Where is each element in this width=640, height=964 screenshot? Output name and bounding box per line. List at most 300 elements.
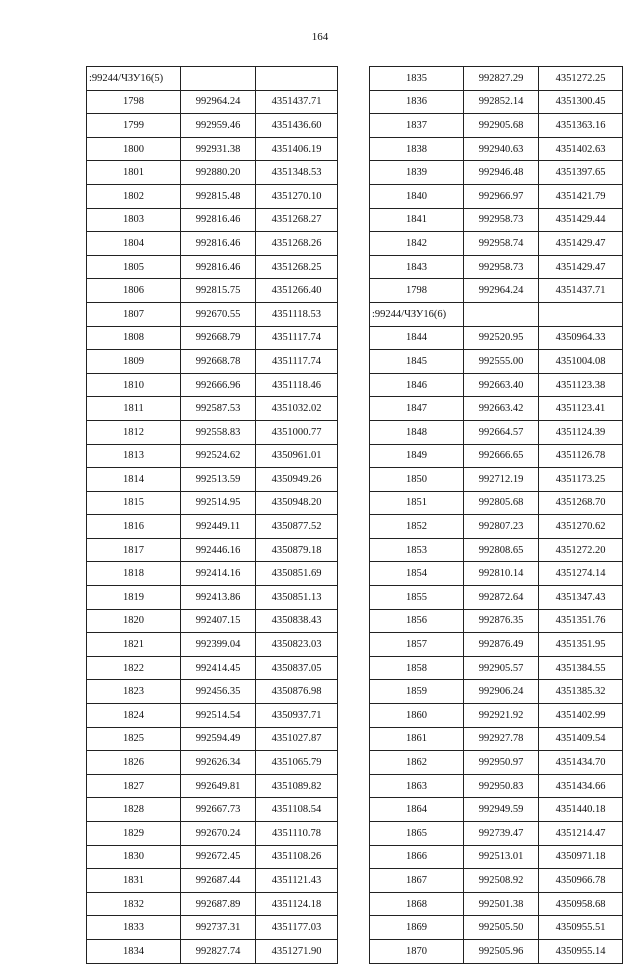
x-coordinate-cell: 992668.79 [181, 326, 256, 350]
coordinate-row [370, 633, 623, 657]
y-coordinate-cell: 4350837.05 [256, 656, 338, 680]
y-coordinate-cell: 4351397.65 [539, 161, 623, 185]
coordinate-row [370, 373, 623, 397]
x-coordinate-cell: 992876.35 [464, 609, 539, 633]
x-coordinate-cell: 992827.29 [464, 67, 539, 91]
coordinate-row [370, 67, 623, 91]
x-coordinate-cell: 992816.46 [181, 208, 256, 232]
coordinate-row [87, 184, 338, 208]
point-number-cell: 1811 [87, 397, 181, 421]
empty-cell [464, 302, 539, 326]
coordinate-row [87, 491, 338, 515]
point-number-cell: 1834 [87, 939, 181, 963]
point-number-cell: 1824 [87, 704, 181, 728]
coordinate-row [87, 326, 338, 350]
x-coordinate-cell: 992737.31 [181, 916, 256, 940]
coordinate-row [370, 751, 623, 775]
coordinate-row [370, 727, 623, 751]
coordinate-row [370, 397, 623, 421]
point-number-cell: 1803 [87, 208, 181, 232]
point-number-cell: 1869 [370, 916, 464, 940]
x-coordinate-cell: 992508.92 [464, 869, 539, 893]
point-number-cell: 1829 [87, 822, 181, 846]
y-coordinate-cell: 4351351.95 [539, 633, 623, 657]
point-number-cell: 1806 [87, 279, 181, 303]
coordinate-row [370, 137, 623, 161]
y-coordinate-cell: 4351027.87 [256, 727, 338, 751]
y-coordinate-cell: 4351214.47 [539, 822, 623, 846]
y-coordinate-cell: 4351110.78 [256, 822, 338, 846]
x-coordinate-cell: 992712.19 [464, 468, 539, 492]
y-coordinate-cell: 4350877.52 [256, 515, 338, 539]
point-number-cell: 1813 [87, 444, 181, 468]
point-number-cell: 1831 [87, 869, 181, 893]
x-coordinate-cell: 992921.92 [464, 704, 539, 728]
point-number-cell: 1849 [370, 444, 464, 468]
y-coordinate-cell: 4350955.14 [539, 939, 623, 963]
coordinate-row [370, 491, 623, 515]
empty-cell [539, 302, 623, 326]
x-coordinate-cell: 992505.96 [464, 939, 539, 963]
y-coordinate-cell: 4351108.54 [256, 798, 338, 822]
x-coordinate-cell: 992520.95 [464, 326, 539, 350]
y-coordinate-cell: 4351117.74 [256, 326, 338, 350]
point-number-cell: 1848 [370, 420, 464, 444]
x-coordinate-cell: 992649.81 [181, 774, 256, 798]
x-coordinate-cell: 992905.68 [464, 114, 539, 138]
coordinate-row [370, 656, 623, 680]
left-coordinates-table [86, 66, 338, 964]
point-number-cell: 1865 [370, 822, 464, 846]
x-coordinate-cell: 992513.59 [181, 468, 256, 492]
y-coordinate-cell: 4350958.68 [539, 892, 623, 916]
point-number-cell: 1810 [87, 373, 181, 397]
y-coordinate-cell: 4351266.40 [256, 279, 338, 303]
x-coordinate-cell: 992827.74 [181, 939, 256, 963]
y-coordinate-cell: 4351406.19 [256, 137, 338, 161]
y-coordinate-cell: 4350964.33 [539, 326, 623, 350]
coordinate-row [87, 90, 338, 114]
x-coordinate-cell: 992959.46 [181, 114, 256, 138]
x-coordinate-cell: 992664.57 [464, 420, 539, 444]
y-coordinate-cell: 4351440.18 [539, 798, 623, 822]
point-number-cell: 1830 [87, 845, 181, 869]
point-number-cell: 1836 [370, 90, 464, 114]
y-coordinate-cell: 4350948.20 [256, 491, 338, 515]
point-number-cell: 1809 [87, 350, 181, 374]
point-number-cell: 1867 [370, 869, 464, 893]
y-coordinate-cell: 4350876.98 [256, 680, 338, 704]
coordinate-row [87, 774, 338, 798]
x-coordinate-cell: 992940.63 [464, 137, 539, 161]
coordinate-row [87, 397, 338, 421]
empty-cell [256, 67, 338, 91]
point-number-cell: 1818 [87, 562, 181, 586]
y-coordinate-cell: 4351429.44 [539, 208, 623, 232]
coordinate-row [370, 515, 623, 539]
x-coordinate-cell: 992687.89 [181, 892, 256, 916]
y-coordinate-cell: 4351437.71 [539, 279, 623, 303]
x-coordinate-cell: 992876.49 [464, 633, 539, 657]
coordinate-row [370, 468, 623, 492]
coordinate-row [87, 208, 338, 232]
point-number-cell: 1805 [87, 255, 181, 279]
point-number-cell: 1798 [87, 90, 181, 114]
y-coordinate-cell: 4351271.90 [256, 939, 338, 963]
y-coordinate-cell: 4351385.32 [539, 680, 623, 704]
coordinate-row [370, 774, 623, 798]
y-coordinate-cell: 4350971.18 [539, 845, 623, 869]
coordinate-row [87, 892, 338, 916]
coordinate-row [370, 798, 623, 822]
coordinate-row [87, 916, 338, 940]
coordinate-row [87, 114, 338, 138]
x-coordinate-cell: 992880.20 [181, 161, 256, 185]
point-number-cell: 1820 [87, 609, 181, 633]
point-number-cell: 1807 [87, 302, 181, 326]
coordinate-row [370, 845, 623, 869]
y-coordinate-cell: 4351272.20 [539, 538, 623, 562]
coordinate-row [370, 916, 623, 940]
x-coordinate-cell: 992666.65 [464, 444, 539, 468]
point-number-cell: 1842 [370, 232, 464, 256]
y-coordinate-cell: 4351121.43 [256, 869, 338, 893]
coordinate-row [87, 255, 338, 279]
y-coordinate-cell: 4351089.82 [256, 774, 338, 798]
point-number-cell: 1798 [370, 279, 464, 303]
point-number-cell: 1832 [87, 892, 181, 916]
point-number-cell: 1856 [370, 609, 464, 633]
y-coordinate-cell: 4351268.27 [256, 208, 338, 232]
point-number-cell: 1835 [370, 67, 464, 91]
y-coordinate-cell: 4350961.01 [256, 444, 338, 468]
x-coordinate-cell: 992807.23 [464, 515, 539, 539]
point-number-cell: 1857 [370, 633, 464, 657]
x-coordinate-cell: 992555.00 [464, 350, 539, 374]
parcel-label-cell: :99244/ЧЗУ16(5) [87, 67, 181, 91]
point-number-cell: 1825 [87, 727, 181, 751]
point-number-cell: 1860 [370, 704, 464, 728]
x-coordinate-cell: 992514.54 [181, 704, 256, 728]
x-coordinate-cell: 992805.68 [464, 491, 539, 515]
x-coordinate-cell: 992663.42 [464, 397, 539, 421]
coordinate-row [370, 680, 623, 704]
y-coordinate-cell: 4351402.99 [539, 704, 623, 728]
coordinate-row [370, 444, 623, 468]
point-number-cell: 1816 [87, 515, 181, 539]
coordinate-row [370, 255, 623, 279]
coordinate-row [87, 656, 338, 680]
parcel-label-cell: :99244/ЧЗУ16(6) [370, 302, 464, 326]
x-coordinate-cell: 992872.64 [464, 586, 539, 610]
y-coordinate-cell: 4351065.79 [256, 751, 338, 775]
parcel-header-row [87, 67, 338, 91]
point-number-cell: 1828 [87, 798, 181, 822]
coordinate-row [87, 161, 338, 185]
y-coordinate-cell: 4351436.60 [256, 114, 338, 138]
point-number-cell: 1804 [87, 232, 181, 256]
x-coordinate-cell: 992672.45 [181, 845, 256, 869]
x-coordinate-cell: 992949.59 [464, 798, 539, 822]
y-coordinate-cell: 4351434.66 [539, 774, 623, 798]
point-number-cell: 1862 [370, 751, 464, 775]
x-coordinate-cell: 992663.40 [464, 373, 539, 397]
coordinate-row [370, 184, 623, 208]
coordinate-row [370, 586, 623, 610]
coordinate-row [370, 114, 623, 138]
y-coordinate-cell: 4351268.70 [539, 491, 623, 515]
y-coordinate-cell: 4351348.53 [256, 161, 338, 185]
x-coordinate-cell: 992950.97 [464, 751, 539, 775]
y-coordinate-cell: 4351123.38 [539, 373, 623, 397]
x-coordinate-cell: 992815.75 [181, 279, 256, 303]
coordinate-row [370, 326, 623, 350]
point-number-cell: 1833 [87, 916, 181, 940]
point-number-cell: 1841 [370, 208, 464, 232]
coordinate-row [87, 279, 338, 303]
y-coordinate-cell: 4351124.39 [539, 420, 623, 444]
x-coordinate-cell: 992505.50 [464, 916, 539, 940]
x-coordinate-cell: 992958.74 [464, 232, 539, 256]
x-coordinate-cell: 992558.83 [181, 420, 256, 444]
coordinate-row [87, 468, 338, 492]
y-coordinate-cell: 4351409.54 [539, 727, 623, 751]
coordinate-row [87, 373, 338, 397]
y-coordinate-cell: 4351384.55 [539, 656, 623, 680]
y-coordinate-cell: 4350949.26 [256, 468, 338, 492]
coordinate-row [87, 798, 338, 822]
point-number-cell: 1800 [87, 137, 181, 161]
y-coordinate-cell: 4351274.14 [539, 562, 623, 586]
coordinate-row [87, 751, 338, 775]
coordinate-row [87, 562, 338, 586]
y-coordinate-cell: 4351402.63 [539, 137, 623, 161]
x-coordinate-cell: 992815.48 [181, 184, 256, 208]
y-coordinate-cell: 4350879.18 [256, 538, 338, 562]
coordinate-row [87, 586, 338, 610]
right-coordinates-table [369, 66, 623, 964]
x-coordinate-cell: 992524.62 [181, 444, 256, 468]
x-coordinate-cell: 992852.14 [464, 90, 539, 114]
y-coordinate-cell: 4351421.79 [539, 184, 623, 208]
coordinate-row [370, 892, 623, 916]
y-coordinate-cell: 4351177.03 [256, 916, 338, 940]
x-coordinate-cell: 992414.16 [181, 562, 256, 586]
x-coordinate-cell: 992927.78 [464, 727, 539, 751]
coordinate-row [370, 538, 623, 562]
point-number-cell: 1866 [370, 845, 464, 869]
point-number-cell: 1846 [370, 373, 464, 397]
y-coordinate-cell: 4350851.13 [256, 586, 338, 610]
x-coordinate-cell: 992399.04 [181, 633, 256, 657]
point-number-cell: 1863 [370, 774, 464, 798]
x-coordinate-cell: 992626.34 [181, 751, 256, 775]
x-coordinate-cell: 992449.11 [181, 515, 256, 539]
y-coordinate-cell: 4351118.46 [256, 373, 338, 397]
y-coordinate-cell: 4351429.47 [539, 255, 623, 279]
y-coordinate-cell: 4350955.51 [539, 916, 623, 940]
coordinate-row [370, 869, 623, 893]
x-coordinate-cell: 992501.38 [464, 892, 539, 916]
y-coordinate-cell: 4351108.26 [256, 845, 338, 869]
coordinate-row [87, 232, 338, 256]
y-coordinate-cell: 4351124.18 [256, 892, 338, 916]
point-number-cell: 1845 [370, 350, 464, 374]
point-number-cell: 1851 [370, 491, 464, 515]
y-coordinate-cell: 4350966.78 [539, 869, 623, 893]
y-coordinate-cell: 4351268.26 [256, 232, 338, 256]
x-coordinate-cell: 992810.14 [464, 562, 539, 586]
coordinate-row [87, 939, 338, 963]
coordinate-row [370, 279, 623, 303]
coordinate-row [87, 302, 338, 326]
x-coordinate-cell: 992966.97 [464, 184, 539, 208]
coordinate-row [87, 845, 338, 869]
point-number-cell: 1817 [87, 538, 181, 562]
point-number-cell: 1868 [370, 892, 464, 916]
empty-cell [181, 67, 256, 91]
coordinate-row [370, 350, 623, 374]
y-coordinate-cell: 4351272.25 [539, 67, 623, 91]
coordinate-row [370, 562, 623, 586]
point-number-cell: 1854 [370, 562, 464, 586]
x-coordinate-cell: 992816.46 [181, 232, 256, 256]
point-number-cell: 1858 [370, 656, 464, 680]
x-coordinate-cell: 992946.48 [464, 161, 539, 185]
x-coordinate-cell: 992514.95 [181, 491, 256, 515]
x-coordinate-cell: 992906.24 [464, 680, 539, 704]
y-coordinate-cell: 4351347.43 [539, 586, 623, 610]
y-coordinate-cell: 4351434.70 [539, 751, 623, 775]
point-number-cell: 1853 [370, 538, 464, 562]
coordinate-row [87, 704, 338, 728]
x-coordinate-cell: 992958.73 [464, 208, 539, 232]
x-coordinate-cell: 992666.96 [181, 373, 256, 397]
point-number-cell: 1802 [87, 184, 181, 208]
x-coordinate-cell: 992667.73 [181, 798, 256, 822]
coordinate-row [87, 137, 338, 161]
point-number-cell: 1861 [370, 727, 464, 751]
y-coordinate-cell: 4351173.25 [539, 468, 623, 492]
point-number-cell: 1840 [370, 184, 464, 208]
coordinate-row [370, 609, 623, 633]
point-number-cell: 1801 [87, 161, 181, 185]
y-coordinate-cell: 4350851.69 [256, 562, 338, 586]
point-number-cell: 1819 [87, 586, 181, 610]
y-coordinate-cell: 4350937.71 [256, 704, 338, 728]
point-number-cell: 1821 [87, 633, 181, 657]
y-coordinate-cell: 4350823.03 [256, 633, 338, 657]
x-coordinate-cell: 992594.49 [181, 727, 256, 751]
y-coordinate-cell: 4351004.08 [539, 350, 623, 374]
point-number-cell: 1864 [370, 798, 464, 822]
x-coordinate-cell: 992950.83 [464, 774, 539, 798]
x-coordinate-cell: 992446.16 [181, 538, 256, 562]
point-number-cell: 1844 [370, 326, 464, 350]
x-coordinate-cell: 992414.45 [181, 656, 256, 680]
coordinate-row [370, 420, 623, 444]
point-number-cell: 1837 [370, 114, 464, 138]
left-table-body [87, 67, 338, 964]
y-coordinate-cell: 4351429.47 [539, 232, 623, 256]
x-coordinate-cell: 992407.15 [181, 609, 256, 633]
y-coordinate-cell: 4351117.74 [256, 350, 338, 374]
coordinate-row [87, 538, 338, 562]
point-number-cell: 1815 [87, 491, 181, 515]
x-coordinate-cell: 992670.24 [181, 822, 256, 846]
x-coordinate-cell: 992739.47 [464, 822, 539, 846]
parcel-header-row [370, 302, 623, 326]
point-number-cell: 1812 [87, 420, 181, 444]
x-coordinate-cell: 992513.01 [464, 845, 539, 869]
y-coordinate-cell: 4351437.71 [256, 90, 338, 114]
point-number-cell: 1799 [87, 114, 181, 138]
coordinate-row [370, 704, 623, 728]
point-number-cell: 1826 [87, 751, 181, 775]
y-coordinate-cell: 4351032.02 [256, 397, 338, 421]
x-coordinate-cell: 992958.73 [464, 255, 539, 279]
y-coordinate-cell: 4351126.78 [539, 444, 623, 468]
y-coordinate-cell: 4351363.16 [539, 114, 623, 138]
x-coordinate-cell: 992816.46 [181, 255, 256, 279]
x-coordinate-cell: 992668.78 [181, 350, 256, 374]
x-coordinate-cell: 992808.65 [464, 538, 539, 562]
point-number-cell: 1847 [370, 397, 464, 421]
point-number-cell: 1843 [370, 255, 464, 279]
point-number-cell: 1808 [87, 326, 181, 350]
coordinate-row [87, 869, 338, 893]
page-number: 164 [311, 31, 329, 43]
x-coordinate-cell: 992964.24 [464, 279, 539, 303]
coordinate-row [87, 633, 338, 657]
coordinate-row [370, 939, 623, 963]
x-coordinate-cell: 992456.35 [181, 680, 256, 704]
y-coordinate-cell: 4351123.41 [539, 397, 623, 421]
point-number-cell: 1839 [370, 161, 464, 185]
coordinate-row [87, 420, 338, 444]
x-coordinate-cell: 992687.44 [181, 869, 256, 893]
y-coordinate-cell: 4351270.62 [539, 515, 623, 539]
coordinate-row [370, 822, 623, 846]
y-coordinate-cell: 4351300.45 [539, 90, 623, 114]
point-number-cell: 1850 [370, 468, 464, 492]
x-coordinate-cell: 992964.24 [181, 90, 256, 114]
coordinate-row [370, 161, 623, 185]
point-number-cell: 1855 [370, 586, 464, 610]
coordinate-row [87, 680, 338, 704]
point-number-cell: 1823 [87, 680, 181, 704]
y-coordinate-cell: 4351270.10 [256, 184, 338, 208]
coordinate-row [370, 90, 623, 114]
x-coordinate-cell: 992931.38 [181, 137, 256, 161]
coordinate-row [87, 444, 338, 468]
coordinate-row [370, 208, 623, 232]
x-coordinate-cell: 992905.57 [464, 656, 539, 680]
y-coordinate-cell: 4351351.76 [539, 609, 623, 633]
y-coordinate-cell: 4351000.77 [256, 420, 338, 444]
point-number-cell: 1859 [370, 680, 464, 704]
point-number-cell: 1822 [87, 656, 181, 680]
y-coordinate-cell: 4351268.25 [256, 255, 338, 279]
coordinate-row [87, 515, 338, 539]
point-number-cell: 1827 [87, 774, 181, 798]
point-number-cell: 1814 [87, 468, 181, 492]
coordinate-row [87, 727, 338, 751]
coordinate-row [370, 232, 623, 256]
x-coordinate-cell: 992670.55 [181, 302, 256, 326]
coordinate-row [87, 609, 338, 633]
point-number-cell: 1838 [370, 137, 464, 161]
